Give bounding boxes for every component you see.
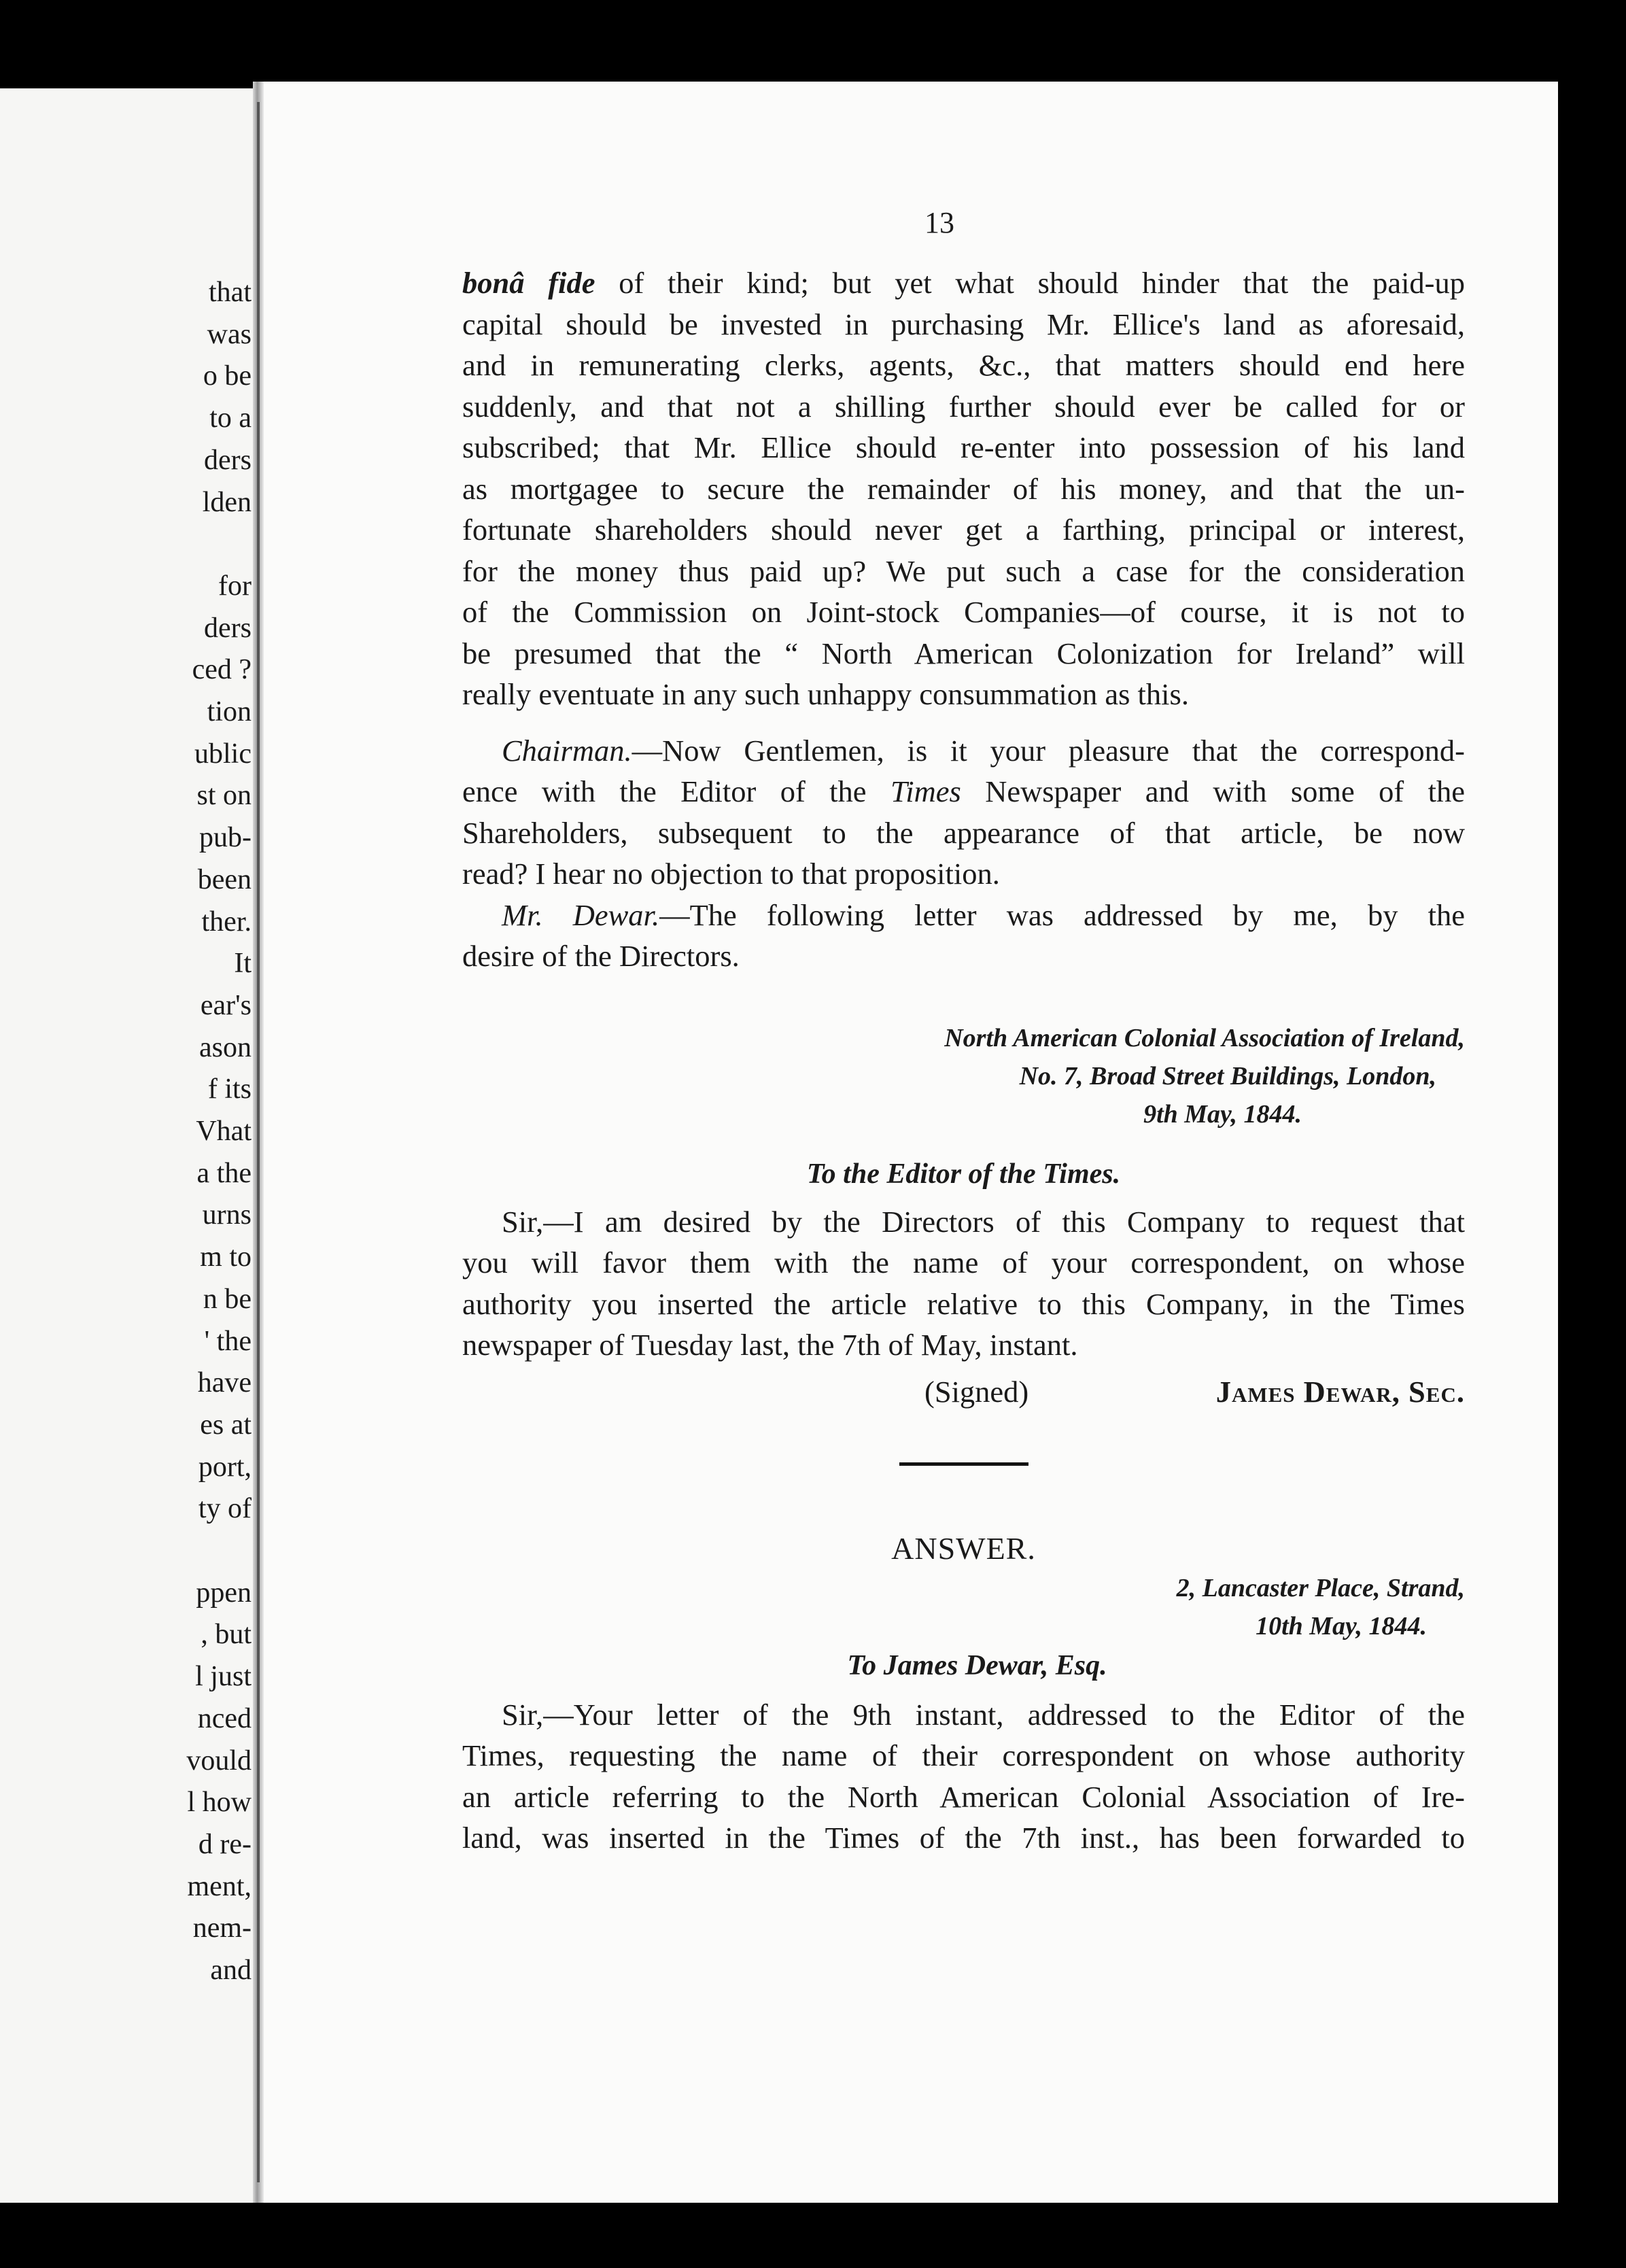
page-number: 13	[924, 206, 954, 239]
left-page-line: n be	[203, 1283, 252, 1315]
signed-label: (Signed)	[924, 1374, 1029, 1409]
left-page-line	[7, 1530, 252, 1573]
left-page-line: urns	[202, 1199, 252, 1231]
left-page-line: Vhat	[196, 1116, 252, 1148]
left-page-line: been	[197, 863, 252, 895]
left-page-line	[7, 523, 252, 566]
letter-address: North American Colonial Association of Ireland, No. 7, Broad Street Buildings, London, 9th May, 1844.	[944, 1023, 1465, 1129]
left-page-line: and	[210, 1955, 252, 1987]
letter-body: Sir,—I am desired by the Directors of this Company to request that you will favor them with the name of your correspondent, on whose authority you inserted the article relative to this Company, in the Times newspaper of Tuesday last, the 7th of May, instant.	[462, 1204, 1465, 1362]
answer-address: 2, Lancaster Place, Strand, 10th May, 1844.	[1176, 1573, 1465, 1640]
left-page-line: l just	[195, 1661, 252, 1693]
left-page-line: ment,	[187, 1870, 252, 1902]
left-page-line: m to	[200, 1241, 252, 1273]
left-page-line: es at	[200, 1409, 252, 1441]
answer-heading: ANSWER.	[891, 1530, 1036, 1566]
speaker-chairman: Chairman.	[502, 733, 632, 768]
left-page-line: st on	[196, 780, 252, 812]
left-page-line: that	[209, 277, 252, 308]
left-page-line: to a	[209, 402, 252, 434]
paragraph-chairman: Chairman.—Now Gentlemen, is it your pleasure that the correspond- ence with the Editor of the Times Newspaper and with some of the Shareholders, subsequent to the appearance of that article, be now read? I hear no objection to that proposition.	[462, 733, 1465, 891]
left-page-line: d re-	[198, 1828, 252, 1860]
letter-recipient: To the Editor of the Times.	[806, 1158, 1121, 1190]
left-page-line: ason	[199, 1031, 252, 1063]
left-page-line: ders	[204, 612, 252, 644]
signatory: James Dewar, Sec.	[1215, 1374, 1465, 1409]
left-page-line: lden	[202, 486, 252, 518]
left-page-line: o be	[203, 360, 252, 392]
speaker-dewar: Mr. Dewar.	[502, 897, 660, 932]
left-page-line: was	[207, 318, 252, 350]
latin-phrase: bonâ fide	[462, 266, 595, 300]
left-page-line: It	[234, 948, 252, 980]
left-page-line: pub-	[199, 822, 252, 854]
left-page-line: ced ?	[192, 654, 252, 686]
left-page-line: vould	[186, 1745, 252, 1776]
left-page-line: tion	[207, 696, 252, 728]
section-divider	[899, 1462, 1028, 1466]
left-facing-page	[0, 88, 258, 2203]
left-page-line: a the	[196, 1157, 252, 1189]
answer-body: Sir,—Your letter of the 9th instant, addressed to the Editor of the Times, requesting the name of their correspondent on whose authority an article referring to the North American Colonial Association of Ire- land, was inserted in the Times of the 7th inst., has been forwarded to	[462, 1697, 1465, 1855]
left-page-line: nem-	[192, 1912, 252, 1944]
left-page-line: ppen	[196, 1577, 252, 1609]
left-page-line: for	[218, 570, 252, 602]
left-page-line: have	[197, 1367, 252, 1399]
left-page-text	[7, 272, 252, 1992]
left-page-line: , but	[201, 1619, 252, 1651]
left-page-line: ders	[204, 444, 252, 476]
left-page-line: ear's	[200, 989, 252, 1021]
left-page-line: f its	[207, 1073, 252, 1105]
left-page-line: l how	[187, 1787, 252, 1819]
left-page-line: ty of	[198, 1493, 252, 1525]
answer-recipient: To James Dewar, Esq.	[847, 1649, 1107, 1681]
left-page-line: ublic	[194, 738, 252, 770]
page-body	[462, 262, 1465, 1859]
gutter-shadow-line	[257, 102, 260, 2182]
left-page-line: nced	[197, 1702, 252, 1734]
paragraph-continued: bonâ fide of their kind; but yet what should hinder that the paid-up capital should be invested in purchasing Mr. Ellice's land as aforesaid, and in remunerating clerks, agents, &c., that matters should end here suddenly, and that not a shilling further should ever be called for or subscribed; that Mr. Ellice should re-enter into possession of his land as mortgagee to secure the remainder of his money, and that the un- fortunate shareholders should never get a farthing, principal or interest, for the money thus paid up? We put such a case for the consideration of the Commission on Joint-stock Companies—of course, it is not to be presumed that the “ North American Colonization for Ireland” will really eventuate in any such unhappy consummation as this.	[462, 266, 1466, 711]
paragraph-dewar: Mr. Dewar.—The following letter was addressed by me, by the desire of the Directors.	[462, 897, 1465, 973]
left-page-line: ' the	[204, 1325, 252, 1357]
left-page-line: ther.	[201, 906, 252, 938]
signature-row	[462, 1371, 1465, 1415]
left-page-line: port,	[198, 1451, 252, 1483]
